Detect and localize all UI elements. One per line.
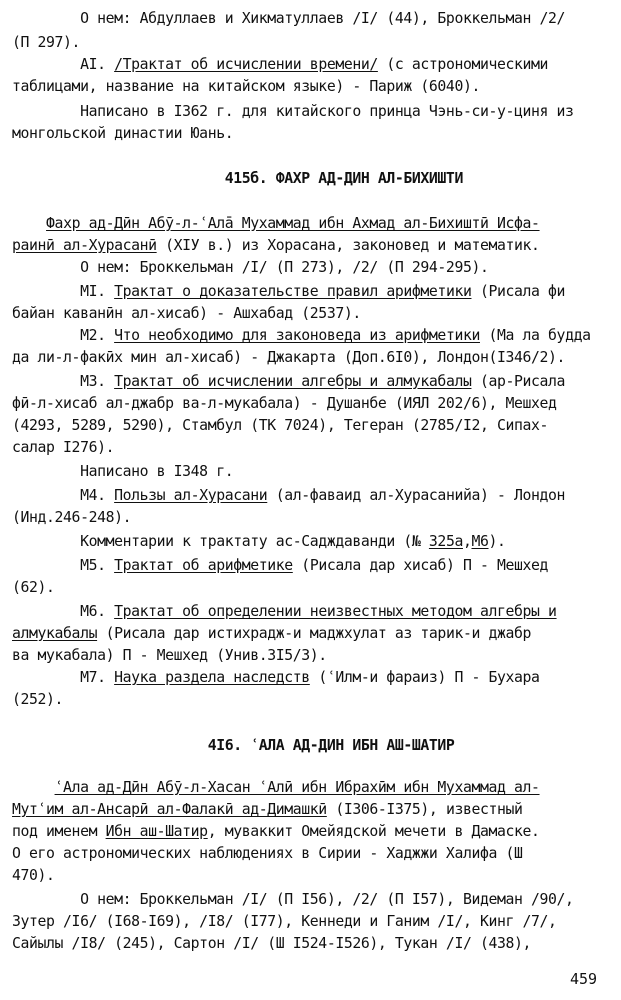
text-span: М3. bbox=[12, 373, 115, 390]
text-line bbox=[12, 911, 557, 933]
text-span: (Ма ла будда bbox=[479, 327, 591, 344]
text-line bbox=[12, 821, 540, 843]
text-span: О нем: Броккельман /I/ (П I56), /2/ (П I57), Видеман /90/, bbox=[12, 891, 574, 908]
text-span: 415б. ФАХР АД-ДИН АЛ-БИХИШТИ bbox=[12, 170, 463, 187]
text-line bbox=[12, 54, 548, 76]
text-span: Написано в I348 г. bbox=[12, 463, 234, 480]
text-line bbox=[12, 933, 531, 955]
text-line bbox=[12, 303, 361, 325]
text-line bbox=[12, 393, 557, 415]
text-span: ). bbox=[488, 533, 506, 550]
text-line bbox=[12, 623, 531, 645]
underlined-title: раинӣ ал-Хурасанӣ bbox=[12, 237, 157, 254]
text-line bbox=[12, 32, 80, 54]
underlined-title: Мутʿим ал-Ансарӣ ал-Фалакӣ ад-Димашкӣ bbox=[12, 801, 327, 818]
underlined-title: Трактат об определении неизвестных методом алгебры и bbox=[114, 603, 557, 620]
text-span: монгольской династии Юань. bbox=[12, 125, 234, 142]
underlined-title: М6 bbox=[471, 533, 489, 550]
text-span: (62). bbox=[12, 579, 55, 596]
text-line bbox=[12, 601, 557, 623]
text-span bbox=[12, 779, 55, 796]
text-line bbox=[12, 76, 480, 98]
underlined-title: Трактат о доказательстве правил арифметики bbox=[114, 283, 472, 300]
underlined-title: Трактат об арифметике bbox=[114, 557, 293, 574]
underlined-title: ʿАла ад-Дӣн Абӯ-л-Хасан ʿАлӣ ибн Ибрахӣм ибн Мухаммад ал- bbox=[54, 779, 540, 796]
text-span: (Инд.246-248). bbox=[12, 509, 132, 526]
text-line bbox=[12, 777, 540, 799]
text-line bbox=[12, 101, 574, 123]
underlined-title: Фахр ад-Дӣн Абӯ-л-ʿАлā Мухаммад ибн Ахмад ал-Бихиштӣ Исфа- bbox=[46, 215, 540, 232]
page-number: 459 bbox=[570, 970, 598, 988]
text-line bbox=[12, 257, 488, 279]
text-span: под именем bbox=[12, 823, 106, 840]
text-span: (ал-фаваид ал-Хурасанийа) - Лондон bbox=[267, 487, 566, 504]
text-line bbox=[12, 437, 114, 459]
text-line bbox=[12, 555, 548, 577]
text-line bbox=[12, 799, 523, 821]
section-heading bbox=[12, 168, 463, 190]
underlined-title: Ибн аш-Шатир bbox=[105, 823, 208, 840]
text-line bbox=[12, 645, 327, 667]
text-span: М6. bbox=[12, 603, 115, 620]
text-span: М4. bbox=[12, 487, 115, 504]
text-span: (XIУ в.) из Хорасана, законовед и математик. bbox=[156, 237, 540, 254]
text-span: (Рисала дар хисаб) П - Мешхед bbox=[292, 557, 549, 574]
text-span: (ар-Рисала bbox=[471, 373, 566, 390]
text-span: АI. bbox=[12, 56, 115, 73]
text-line bbox=[12, 8, 565, 30]
text-span: (4293, 5289, 5290), Стамбул (ТК 7024), Тегеран (2785/I2, Сипах- bbox=[12, 417, 549, 434]
text-span: (252). bbox=[12, 691, 64, 708]
text-line bbox=[12, 865, 55, 887]
text-line bbox=[12, 235, 540, 257]
underlined-title: алмукабалы bbox=[12, 625, 98, 642]
text-span: О нем: Броккельман /I/ (П 273), /2/ (П 294-295). bbox=[12, 259, 489, 276]
text-span: МI. bbox=[12, 283, 115, 300]
text-line bbox=[12, 689, 63, 711]
text-span: (Рисала фи bbox=[471, 283, 566, 300]
underlined-title: Трактат об исчислении алгебры и алмукабалы bbox=[114, 373, 472, 390]
text-span: М2. bbox=[12, 327, 115, 344]
text-line bbox=[12, 507, 131, 529]
section-heading bbox=[12, 735, 454, 757]
underlined-title: 325а bbox=[428, 533, 463, 550]
text-span: 4I6. ʿАЛА АД-ДИН ИБН АШ-ШАТИР bbox=[12, 737, 455, 754]
text-line bbox=[12, 531, 506, 553]
text-line bbox=[12, 415, 548, 437]
text-span: ва мукабала) П - Мешхед (Унив.3I5/3). bbox=[12, 647, 327, 664]
underlined-title: Наука раздела наследств bbox=[114, 669, 310, 686]
text-span: Комментарии к трактату ас-Садждаванди (№ bbox=[12, 533, 429, 550]
text-span: О его астрономических наблюдениях в Сирии - Хаджжи Халифа (Ш bbox=[12, 845, 523, 862]
text-span: фӣ-л-хисаб ал-джабр ва-л-мукабала) - Душанбе (ИЯЛ 202/6), Мешхед bbox=[12, 395, 557, 412]
text-line bbox=[12, 347, 565, 369]
text-line bbox=[12, 485, 565, 507]
text-span: , bbox=[462, 533, 472, 550]
text-span: (с астрономическими bbox=[377, 56, 549, 73]
underlined-title: Что необходимо для законоведа из арифметики bbox=[114, 327, 480, 344]
text-line bbox=[12, 461, 233, 483]
text-span: Зутер /I6/ (I68-I69), /I8/ (I77), Кеннеди и Ганим /I/, Кинг /7/, bbox=[12, 913, 557, 930]
text-line bbox=[12, 843, 523, 865]
text-span: , муваккит Омейядской мечети в Дамаске. bbox=[207, 823, 540, 840]
text-span: таблицами, название на китайском языке) - Париж (6040). bbox=[12, 78, 480, 95]
text-span bbox=[12, 215, 46, 232]
underlined-title: /Трактат об исчислении времени/ bbox=[114, 56, 378, 73]
text-line bbox=[12, 577, 55, 599]
text-span: М7. bbox=[12, 669, 115, 686]
text-span: (I306-I375), известный bbox=[326, 801, 523, 818]
text-span: (ʿИлм-и фараиз) П - Бухара bbox=[309, 669, 540, 686]
text-line bbox=[12, 889, 574, 911]
text-line bbox=[12, 667, 540, 689]
text-span: (Рисала дар истихрадж-и маджхулат аз тарик-и джабр bbox=[97, 625, 532, 642]
text-span: салар I276). bbox=[12, 439, 115, 456]
text-line bbox=[12, 213, 540, 235]
text-line bbox=[12, 325, 591, 347]
text-span: (П 297). bbox=[12, 34, 81, 51]
text-span: О нем: Абдуллаев и Хикматуллаев /I/ (44), Броккельман /2/ bbox=[12, 10, 566, 27]
text-span: байан каванӣн ал-хисаб) - Ашхабад (2537). bbox=[12, 305, 361, 322]
text-span: 470). bbox=[12, 867, 55, 884]
text-span: да ли-л-факӣх мин ал-хисаб) - Джакарта (Доп.6I0), Лондон(I346/2). bbox=[12, 349, 566, 366]
text-span: М5. bbox=[12, 557, 115, 574]
text-line bbox=[12, 371, 565, 393]
text-line bbox=[12, 281, 565, 303]
underlined-title: Пользы ал-Хурасани bbox=[114, 487, 268, 504]
text-span: Сайылы /I8/ (245), Сартон /I/ (Ш I524-I526), Тукан /I/ (438), bbox=[12, 935, 532, 952]
text-span: Написано в I362 г. для китайского принца Чэнь-си-у-циня из bbox=[12, 103, 574, 120]
text-line bbox=[12, 123, 233, 145]
